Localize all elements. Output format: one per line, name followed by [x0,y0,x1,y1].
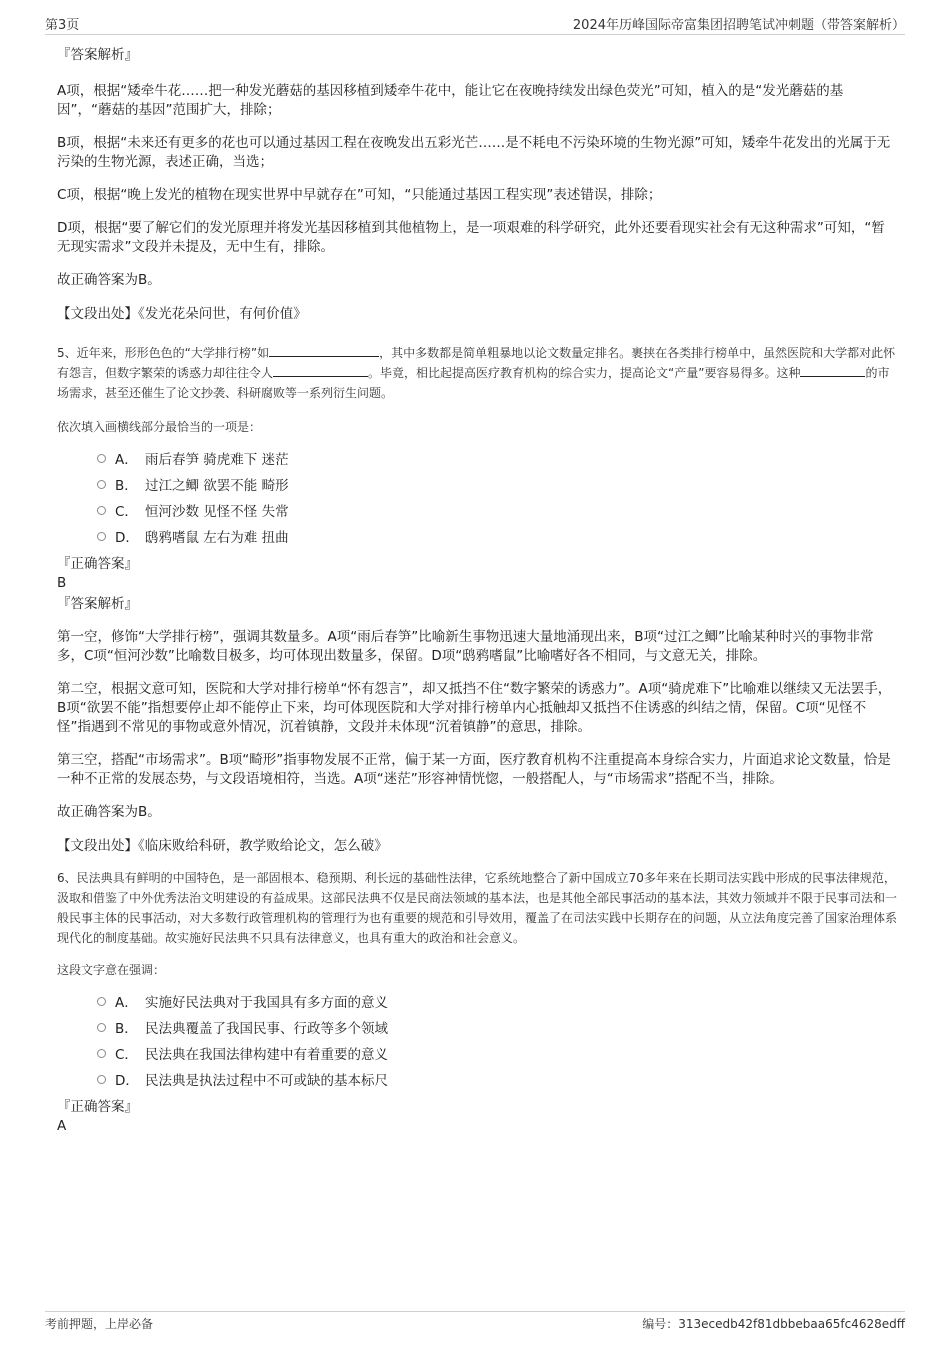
page-header [45,14,905,35]
page-footer [45,1311,905,1334]
radio-icon[interactable] [97,532,106,541]
radio-icon[interactable] [97,1023,106,1032]
q4-analysis-a: A项，根据“矮牵牛花……把一种发光蘑菇的基因移植到矮牵牛花中，能让它在夜晚持续发出绿色荧光”可知，植入的是“发光蘑菇的基因”，“蘑菇的基因”范围扩大，排除； [57,83,844,118]
q4-analysis-b: B项，根据“未来还有更多的花也可以通过基因工程在夜晚发出五彩光芒……是不耗电不污染环境的生物光源”可知，矮牵牛花发出的光属于无污染的生物光源，表述正确，当选； [57,135,891,170]
page-content [57,46,897,1136]
footer-serial: 编号：313ecedb42f81dbbebaa65fc4628edff [642,1317,905,1331]
q5-option-d[interactable]: D． 鸱鸦嗜鼠 左右为难 扭曲 [97,523,897,549]
q5-option-b[interactable]: B． 过江之鲫 欲罢不能 畸形 [97,471,897,497]
q4-source: 【文段出处】《发光花朵问世，有何价值》 [57,306,307,322]
radio-icon[interactable] [97,454,106,463]
q6-answer: A [57,1118,67,1134]
q6-option-a[interactable]: A． 实施好民法典对于我国具有多方面的意义 [97,988,897,1014]
q6-answer-label: 『正确答案』 [57,1099,138,1115]
q5-instruction: 依次填入画横线部分最恰当的一项是： [57,420,262,434]
q6-option-d[interactable]: D． 民法典是执法过程中不可或缺的基本标尺 [97,1066,897,1092]
q6-stem: 6、民法典具有鲜明的中国特色，是一部固根本、稳预期、利长远的基础性法律，它系统地整合了新中国成立70多年来在长期司法实践中形成的民事法律规范，汲取和借鉴了中外优秀法治文明建设的有益成果。这部民法典不仅是民商法领域的基本法，也是其他全部民事活动的基本法，其效力领域并不限于民事司法和一般民事主体的民事活动，对大多数行政管理机构的管理行为也有重要的规范和引导效用，覆盖了在司法实践中长期存在的问题，从立法角度完善了国家治理体系现代化的制度基础。故实施好民法典不只具有法律意义，也具有重大的政治和社会意义。 [57,871,898,945]
q5-source: 【文段出处】《临床败给科研，教学败给论文，怎么破》 [57,838,388,854]
q5-analysis-3: 第三空，搭配“市场需求”。B项“畸形”指事物发展不正常，偏于某一方面，医疗教育机构不注重提高本身综合实力，片面追求论文数量，恰是一种不正常的发展态势，与文段语境相符，当选。A项“迷茫”形容神情恍惚，一般搭配人，与“市场需求”搭配不当，排除。 [57,752,891,787]
q5-analysis-label: 『答案解析』 [57,596,138,612]
q5-blank-3 [800,363,865,377]
page-number: 第3页 [45,18,80,33]
q5-stem: 5、近年来，形形色色的“大学排行榜”如 ，其中多数都是简单粗暴地以论文数量定排名。裹挟在各类排行榜单中，虽然医院和大学都对此怀有怨言，但数字繁荣的诱惑力却往往令人 。毕竟，相比起提高医疗教育机构的综合实力，提高论文“产量”要容易得多。这种 的市场需求，甚至还催生了论文抄袭、科研腐败等一系列衍生问题。 [57,343,897,403]
footer-slogan: 考前押题，上岸必备 [45,1317,154,1331]
q4-analysis-d: D项，根据“要了解它们的发光原理并将发光基因移植到其他植物上，是一项艰难的科学研究，此外还要看现实社会有无这种需求”可知，“暂无现实需求”文段并未提及，无中生有，排除。 [57,220,885,255]
q5-blank-1 [269,343,379,357]
q5-option-a[interactable]: A． 雨后春笋 骑虎难下 迷茫 [97,445,897,471]
q6-options [97,988,897,1092]
q5-analysis-2: 第二空，根据文意可知，医院和大学对排行榜单“怀有怨言”，却又抵挡不住“数字繁荣的诱惑力”。A项“骑虎难下”比喻难以继续又无法罢手，B项“欲罢不能”指想要停止却不能停止下来，均可体现医院和大学对排行榜单内心抵触却又抵挡不住诱惑的纠结之情，保留。C项“见怪不怪”指遇到不常见的事物或意外情况，沉着镇静，文段并未体现“沉着镇静”的意思，排除。 [57,681,892,735]
q4-analysis-c: C项，根据“晚上发光的植物在现实世界中早就存在”可知，“只能通过基因工程实现”表述错误，排除； [57,187,662,203]
q6-option-b[interactable]: B． 民法典覆盖了我国民事、行政等多个领域 [97,1014,897,1040]
q4-analysis-label: 『答案解析』 [57,47,138,63]
radio-icon[interactable] [97,997,106,1006]
q6-option-c[interactable]: C． 民法典在我国法律构建中有着重要的意义 [97,1040,897,1066]
radio-icon[interactable] [97,480,106,489]
radio-icon[interactable] [97,1075,106,1084]
q5-answer-label: 『正确答案』 [57,556,138,572]
q5-options [97,445,897,549]
q5-conclusion: 故正确答案为B。 [57,804,161,820]
q5-option-c[interactable]: C． 恒河沙数 见怪不怪 失常 [97,497,897,523]
document-title: 2024年历峰国际帝富集团招聘笔试冲刺题（带答案解析） [572,18,905,33]
radio-icon[interactable] [97,1049,106,1058]
q5-answer: B [57,575,67,591]
q5-blank-2 [273,363,368,377]
q6-instruction: 这段文字意在强调： [57,963,166,977]
q4-conclusion: 故正确答案为B。 [57,272,161,288]
q5-analysis-1: 第一空，修饰“大学排行榜”，强调其数量多。A项“雨后春笋”比喻新生事物迅速大量地涌现出来，B项“过江之鲫”比喻某种时兴的事物非常多，C项“恒河沙数”比喻数目极多，均可体现出数量多，保留。D项“鸱鸦嗜鼠”比喻嗜好各不相同，与文意无关，排除。 [57,629,874,664]
radio-icon[interactable] [97,506,106,515]
